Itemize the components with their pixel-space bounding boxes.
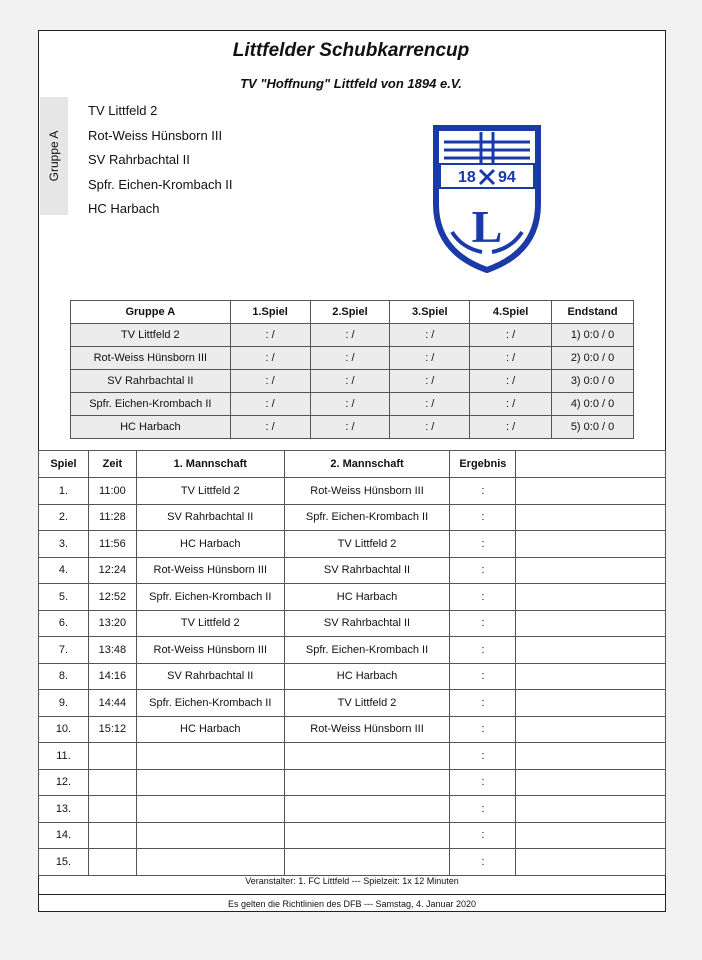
schedule-result: : [450, 663, 516, 690]
schedule-result: : [450, 504, 516, 531]
standings-cell: : / [230, 416, 310, 439]
schedule-header: Spiel [39, 451, 89, 478]
schedule-result: : [450, 478, 516, 505]
schedule-time: 13:48 [88, 637, 136, 664]
schedule-time: 11:00 [88, 478, 136, 505]
schedule-team2: HC Harbach [284, 584, 450, 611]
schedule-row [39, 610, 666, 637]
group-tab [40, 97, 68, 215]
schedule-nr: 9. [39, 690, 89, 717]
schedule-team1 [136, 822, 284, 849]
standings-cell: : / [390, 416, 470, 439]
schedule-team1: Spfr. Eichen-Krombach II [136, 690, 284, 717]
standings-cell: : / [470, 347, 552, 370]
team-list-item: HC Harbach [88, 201, 160, 216]
schedule-row [39, 769, 666, 796]
schedule-result: : [450, 637, 516, 664]
schedule-nr: 2. [39, 504, 89, 531]
standings-endstand: 3) 0:0 / 0 [552, 370, 634, 393]
standings-cell: : / [230, 393, 310, 416]
standings-header: Endstand [552, 301, 634, 324]
standings-cell: : / [310, 370, 390, 393]
standings-cell: : / [310, 416, 390, 439]
standings-row [71, 324, 634, 347]
schedule-row [39, 716, 666, 743]
schedule-header-row [39, 451, 666, 478]
schedule-extra [516, 557, 666, 584]
schedule-time [88, 769, 136, 796]
schedule-nr: 14. [39, 822, 89, 849]
standings-cell: : / [390, 370, 470, 393]
standings-team: Spfr. Eichen-Krombach II [71, 393, 231, 416]
schedule-time: 12:24 [88, 557, 136, 584]
schedule-result: : [450, 610, 516, 637]
schedule-row [39, 504, 666, 531]
schedule-result: : [450, 716, 516, 743]
standings-cell: : / [390, 324, 470, 347]
schedule-header: 1. Mannschaft [136, 451, 284, 478]
schedule-team2: Rot-Weiss Hünsborn III [284, 478, 450, 505]
schedule-team2: Spfr. Eichen-Krombach II [284, 637, 450, 664]
schedule-extra [516, 769, 666, 796]
footer-organizer: Veranstalter: 1. FC Littfeld --- Spielzeit: 1x 12 Minuten [245, 876, 459, 886]
schedule-result: : [450, 822, 516, 849]
schedule-team2 [284, 822, 450, 849]
schedule-nr: 1. [39, 478, 89, 505]
footer-rules: Es gelten die Richtlinien des DFB --- Samstag, 4. Januar 2020 [38, 894, 666, 912]
standings-team: TV Littfeld 2 [71, 324, 231, 347]
standings-cell: : / [470, 370, 552, 393]
schedule-time: 14:44 [88, 690, 136, 717]
schedule-row [39, 849, 666, 876]
standings-table [70, 300, 634, 439]
standings-cell: : / [470, 393, 552, 416]
schedule-time: 11:28 [88, 504, 136, 531]
standings-endstand: 2) 0:0 / 0 [552, 347, 634, 370]
schedule-team2: SV Rahrbachtal II [284, 557, 450, 584]
schedule-row [39, 663, 666, 690]
schedule-row [39, 557, 666, 584]
schedule-extra [516, 690, 666, 717]
schedule-extra [516, 796, 666, 823]
standings-endstand: 5) 0:0 / 0 [552, 416, 634, 439]
schedule-result: : [450, 849, 516, 876]
schedule-row [39, 743, 666, 770]
standings-endstand: 4) 0:0 / 0 [552, 393, 634, 416]
schedule-team2: SV Rahrbachtal II [284, 610, 450, 637]
schedule-team2: Spfr. Eichen-Krombach II [284, 504, 450, 531]
schedule-time [88, 743, 136, 770]
logo-letter: L [471, 201, 503, 252]
standings-cell: : / [470, 416, 552, 439]
standings-endstand: 1) 0:0 / 0 [552, 324, 634, 347]
schedule-team2: TV Littfeld 2 [284, 690, 450, 717]
schedule-team2: Rot-Weiss Hünsborn III [284, 716, 450, 743]
schedule-team2: TV Littfeld 2 [284, 531, 450, 558]
standings-cell: : / [390, 393, 470, 416]
schedule-extra [516, 584, 666, 611]
schedule-team1: SV Rahrbachtal II [136, 663, 284, 690]
schedule-result: : [450, 796, 516, 823]
standings-header-row [71, 301, 634, 324]
schedule-nr: 12. [39, 769, 89, 796]
schedule-team1 [136, 743, 284, 770]
schedule-team1: HC Harbach [136, 716, 284, 743]
schedule-team2 [284, 796, 450, 823]
schedule-result: : [450, 769, 516, 796]
schedule-extra [516, 504, 666, 531]
schedule-header: Ergebnis [450, 451, 516, 478]
schedule-team1: Rot-Weiss Hünsborn III [136, 557, 284, 584]
schedule-extra [516, 822, 666, 849]
standings-row [71, 416, 634, 439]
schedule-team1 [136, 769, 284, 796]
standings-header: Gruppe A [71, 301, 231, 324]
standings-cell: : / [470, 324, 552, 347]
schedule-team1 [136, 849, 284, 876]
standings-cell: : / [230, 324, 310, 347]
page-title: Littfelder Schubkarrencup [232, 40, 470, 61]
schedule-extra [516, 531, 666, 558]
schedule-team2 [284, 849, 450, 876]
team-list-item: TV Littfeld 2 [88, 103, 158, 118]
standings-header: 2.Spiel [310, 301, 390, 324]
standings-team: Rot-Weiss Hünsborn III [71, 347, 231, 370]
logo-year-right: 94 [498, 169, 516, 186]
schedule-team1: TV Littfeld 2 [136, 610, 284, 637]
standings-cell: : / [310, 393, 390, 416]
schedule-row [39, 478, 666, 505]
team-list-item: SV Rahrbachtal II [88, 152, 190, 167]
schedule-time [88, 822, 136, 849]
page-subtitle: TV "Hoffnung" Littfeld von 1894 e.V. [240, 76, 462, 91]
schedule-team2 [284, 769, 450, 796]
schedule-team1: SV Rahrbachtal II [136, 504, 284, 531]
schedule-header [516, 451, 666, 478]
team-list-item: Rot-Weiss Hünsborn III [88, 127, 223, 143]
schedule-team1: Rot-Weiss Hünsborn III [136, 637, 284, 664]
schedule-header: Zeit [88, 451, 136, 478]
standings-cell: : / [310, 324, 390, 347]
schedule-result: : [450, 557, 516, 584]
schedule-nr: 10. [39, 716, 89, 743]
schedule-extra [516, 663, 666, 690]
schedule-time [88, 796, 136, 823]
standings-header: 1.Spiel [230, 301, 310, 324]
standings-cell: : / [230, 347, 310, 370]
schedule-team1 [136, 796, 284, 823]
standings-team: HC Harbach [71, 416, 231, 439]
schedule-nr: 15. [39, 849, 89, 876]
schedule-extra [516, 743, 666, 770]
standings-team: SV Rahrbachtal II [71, 370, 231, 393]
standings-row [71, 370, 634, 393]
schedule-extra [516, 637, 666, 664]
standings-row [71, 347, 634, 370]
schedule-extra [516, 849, 666, 876]
schedule-nr: 11. [39, 743, 89, 770]
schedule-nr: 7. [39, 637, 89, 664]
standings-header: 4.Spiel [470, 301, 552, 324]
schedule-row [39, 637, 666, 664]
schedule-nr: 3. [39, 531, 89, 558]
team-list-item: Spfr. Eichen-Krombach II [88, 176, 233, 192]
schedule-table [38, 450, 666, 876]
standings-cell: : / [230, 370, 310, 393]
schedule-time [88, 849, 136, 876]
schedule-nr: 13. [39, 796, 89, 823]
schedule-nr: 8. [39, 663, 89, 690]
schedule-result: : [450, 531, 516, 558]
schedule-row [39, 584, 666, 611]
schedule-team1: Spfr. Eichen-Krombach II [136, 584, 284, 611]
standings-cell: : / [390, 347, 470, 370]
schedule-team1: TV Littfeld 2 [136, 478, 284, 505]
schedule-result: : [450, 743, 516, 770]
schedule-team2: HC Harbach [284, 663, 450, 690]
schedule-time: 14:16 [88, 663, 136, 690]
schedule-team1: HC Harbach [136, 531, 284, 558]
club-logo [432, 124, 542, 274]
standings-header: 3.Spiel [390, 301, 470, 324]
schedule-extra [516, 716, 666, 743]
schedule-nr: 5. [39, 584, 89, 611]
schedule-row [39, 531, 666, 558]
schedule-header: 2. Mannschaft [284, 451, 450, 478]
schedule-nr: 6. [39, 610, 89, 637]
schedule-extra [516, 610, 666, 637]
schedule-row [39, 690, 666, 717]
schedule-row [39, 796, 666, 823]
schedule-result: : [450, 690, 516, 717]
schedule-team2 [284, 743, 450, 770]
schedule-result: : [450, 584, 516, 611]
schedule-nr: 4. [39, 557, 89, 584]
schedule-time: 11:56 [88, 531, 136, 558]
schedule-extra [516, 478, 666, 505]
standings-row [71, 393, 634, 416]
team-list [88, 99, 233, 222]
schedule-time: 12:52 [88, 584, 136, 611]
standings-cell: : / [310, 347, 390, 370]
logo-year-left: 18 [458, 169, 476, 186]
schedule-time: 13:20 [88, 610, 136, 637]
schedule-time: 15:12 [88, 716, 136, 743]
schedule-row [39, 822, 666, 849]
group-tab-label: Gruppe A [47, 130, 61, 182]
